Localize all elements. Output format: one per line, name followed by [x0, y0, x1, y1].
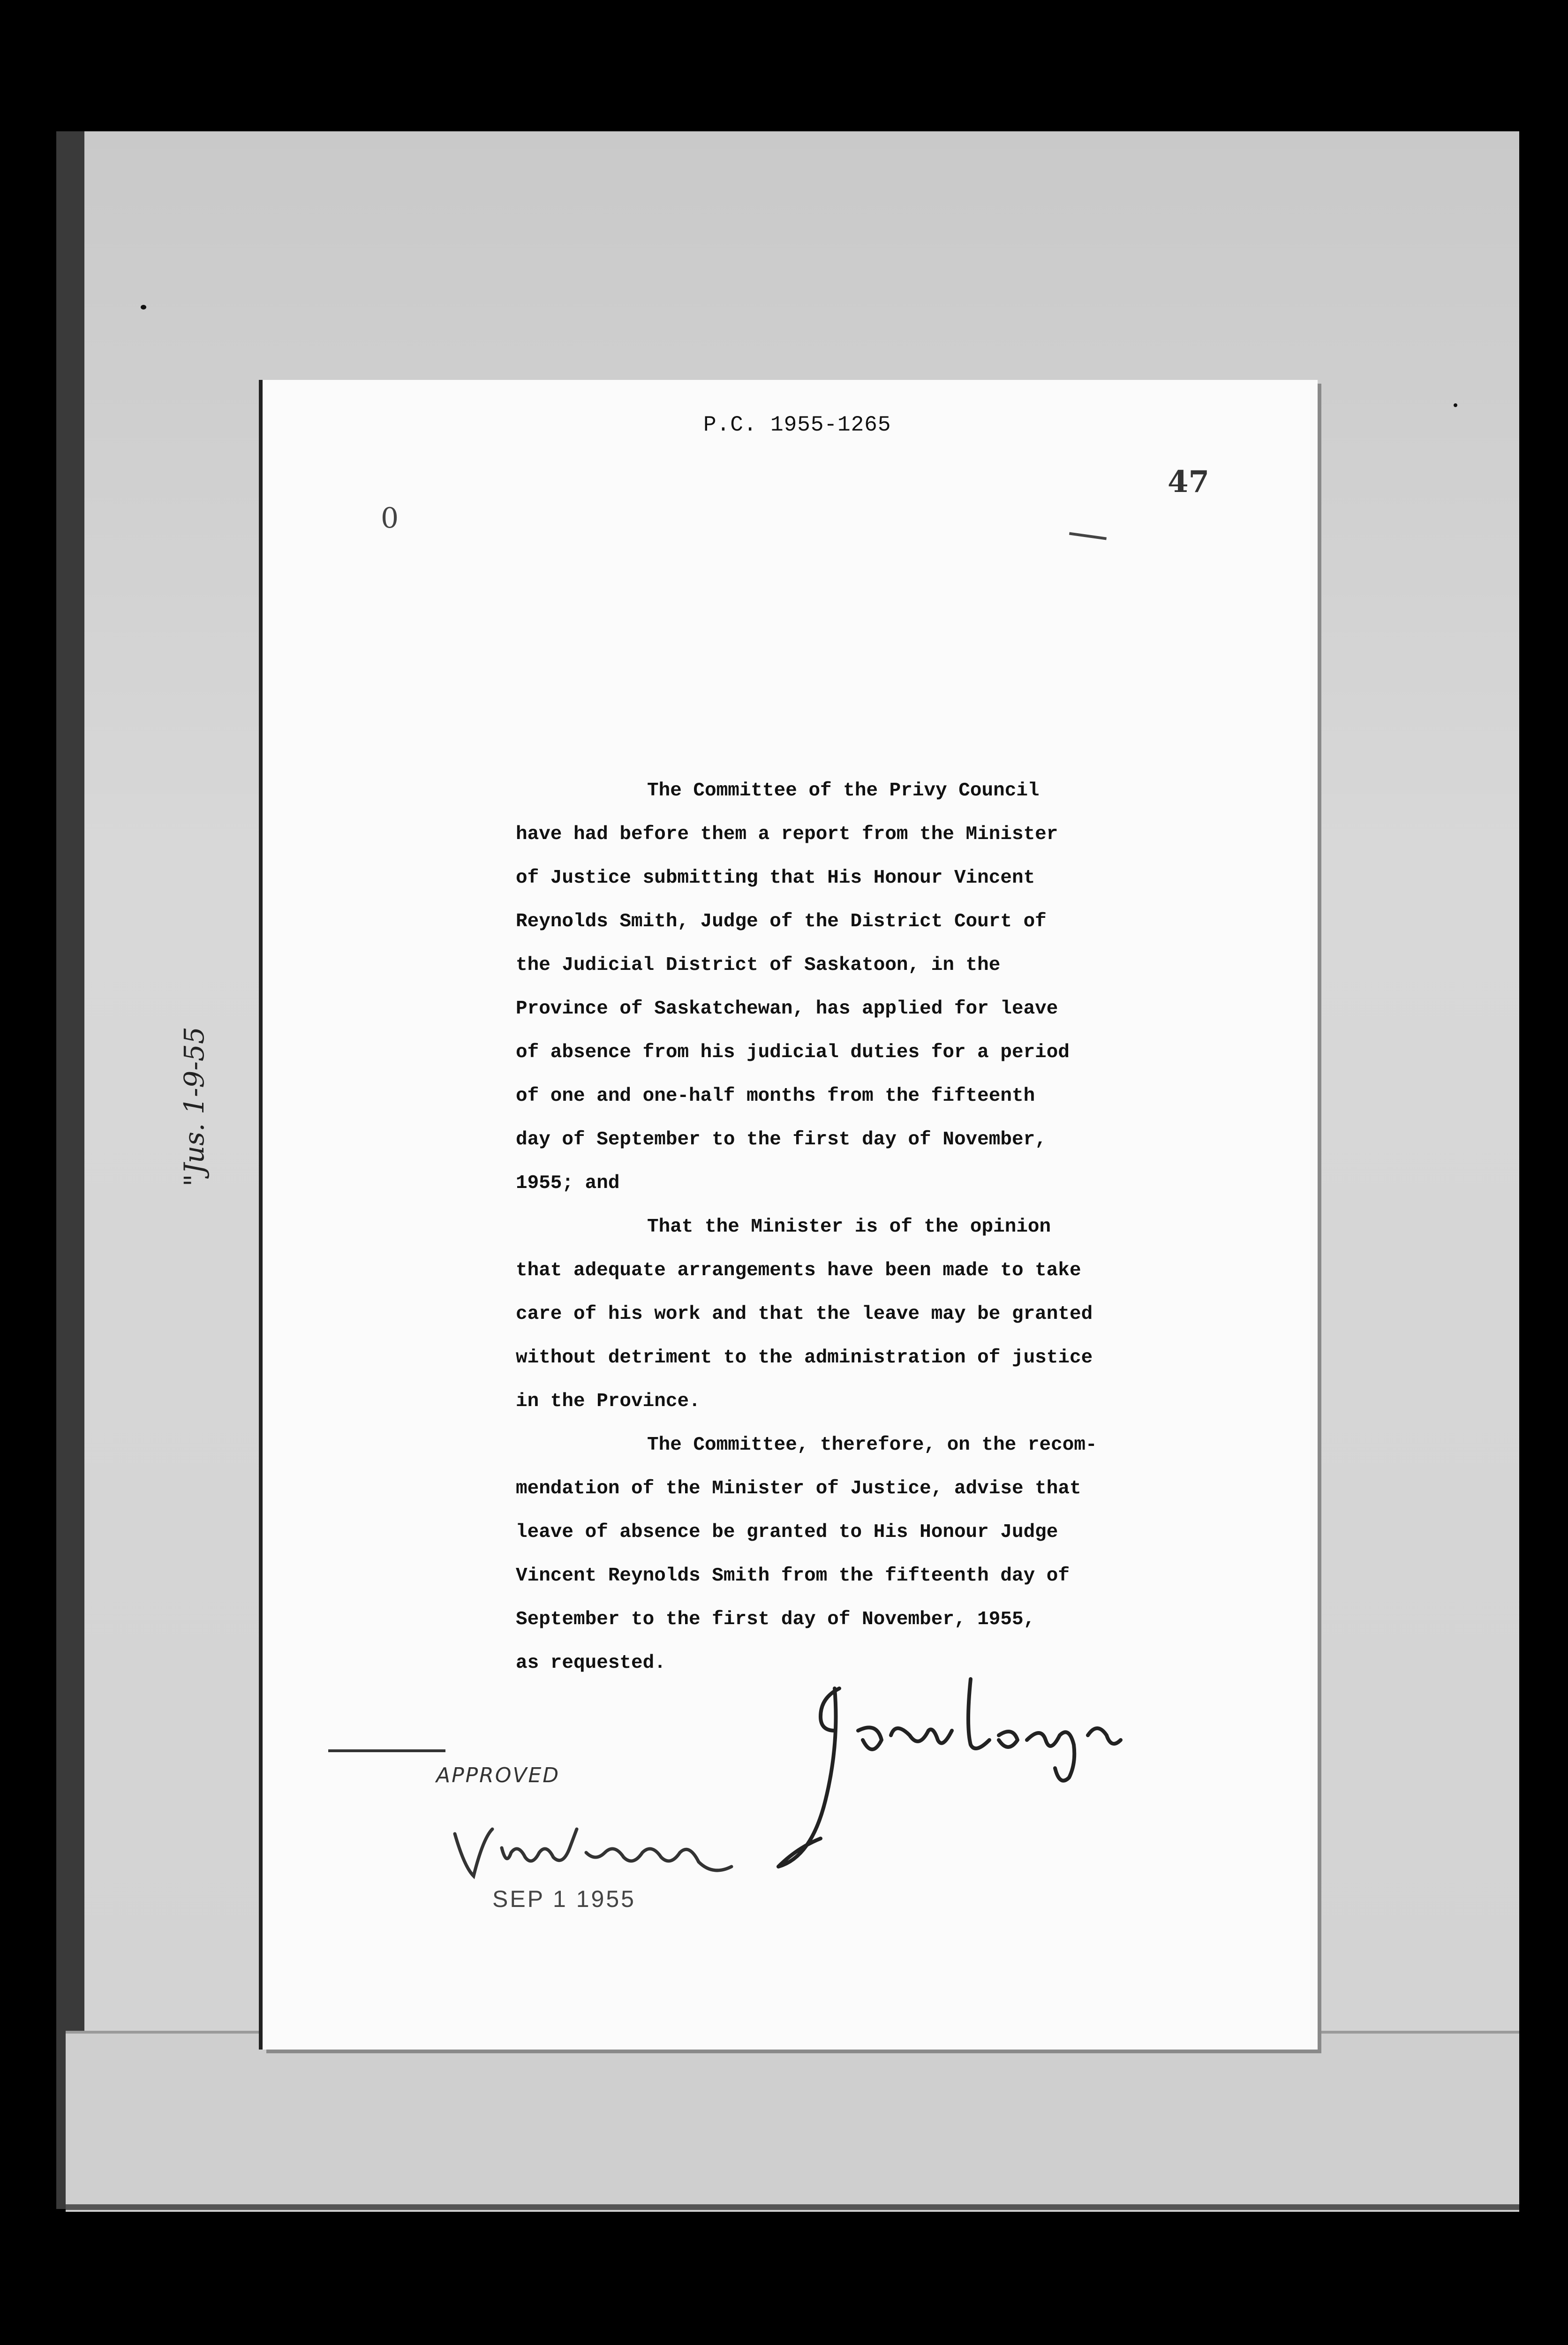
- speck: [1454, 403, 1457, 407]
- body-line: of one and one-half months from the fifteenth: [516, 1085, 1035, 1107]
- body-line: September to the first day of November, 1955,: [516, 1609, 1035, 1630]
- body-line: care of his work and that the leave may be granted: [516, 1303, 1093, 1325]
- board-edge: [56, 131, 84, 2209]
- body-line: of Justice submitting that His Honour Vincent: [516, 867, 1035, 889]
- clerk-signature: [769, 1670, 1125, 1885]
- body-line: as requested.: [516, 1652, 666, 1674]
- approval-date-stamp: SEP 1 1955: [492, 1886, 636, 1912]
- order-body: [516, 769, 1196, 1685]
- body-line: Reynolds Smith, Judge of the District Court of: [516, 911, 1047, 932]
- board-bottom-line: [66, 2204, 1519, 2210]
- approved-label: APPROVED: [436, 1763, 560, 1787]
- body-line: 1955; and: [516, 1172, 620, 1194]
- body-line: Vincent Reynolds Smith from the fifteenth day of: [516, 1565, 1070, 1587]
- body-line: The Committee of the Privy Council: [647, 780, 1040, 802]
- body-line: That the Minister is of the opinion: [647, 1216, 1051, 1238]
- body-line: of absence from his judicial duties for a period: [516, 1042, 1070, 1063]
- body-line: Province of Saskatchewan, has applied for leave: [516, 998, 1058, 1020]
- board-bottom-strip: [66, 2031, 1519, 2212]
- governor-general-signature: [450, 1810, 741, 1885]
- body-line: have had before them a report from the Minister: [516, 824, 1058, 845]
- body-line: that adequate arrangements have been made to take: [516, 1260, 1081, 1281]
- body-line: day of September to the first day of November,: [516, 1129, 1047, 1150]
- pen-stroke: [328, 1749, 445, 1752]
- body-line: the Judicial District of Saskatoon, in the: [516, 954, 1001, 976]
- margin-annotation: "Jus. 1-9-55: [178, 1027, 210, 1187]
- order-number: P.C. 1955-1265: [703, 413, 891, 437]
- page-number: 47: [1168, 464, 1210, 499]
- body-line: mendation of the Minister of Justice, advise that: [516, 1478, 1081, 1499]
- margin-mark: 0: [381, 502, 399, 535]
- body-line: without detriment to the administration of justice: [516, 1347, 1093, 1369]
- speck: [141, 305, 146, 310]
- body-line: in the Province.: [516, 1391, 701, 1412]
- body-line: leave of absence be granted to His Honour Judge: [516, 1521, 1058, 1543]
- body-line: The Committee, therefore, on the recom-: [647, 1434, 1097, 1456]
